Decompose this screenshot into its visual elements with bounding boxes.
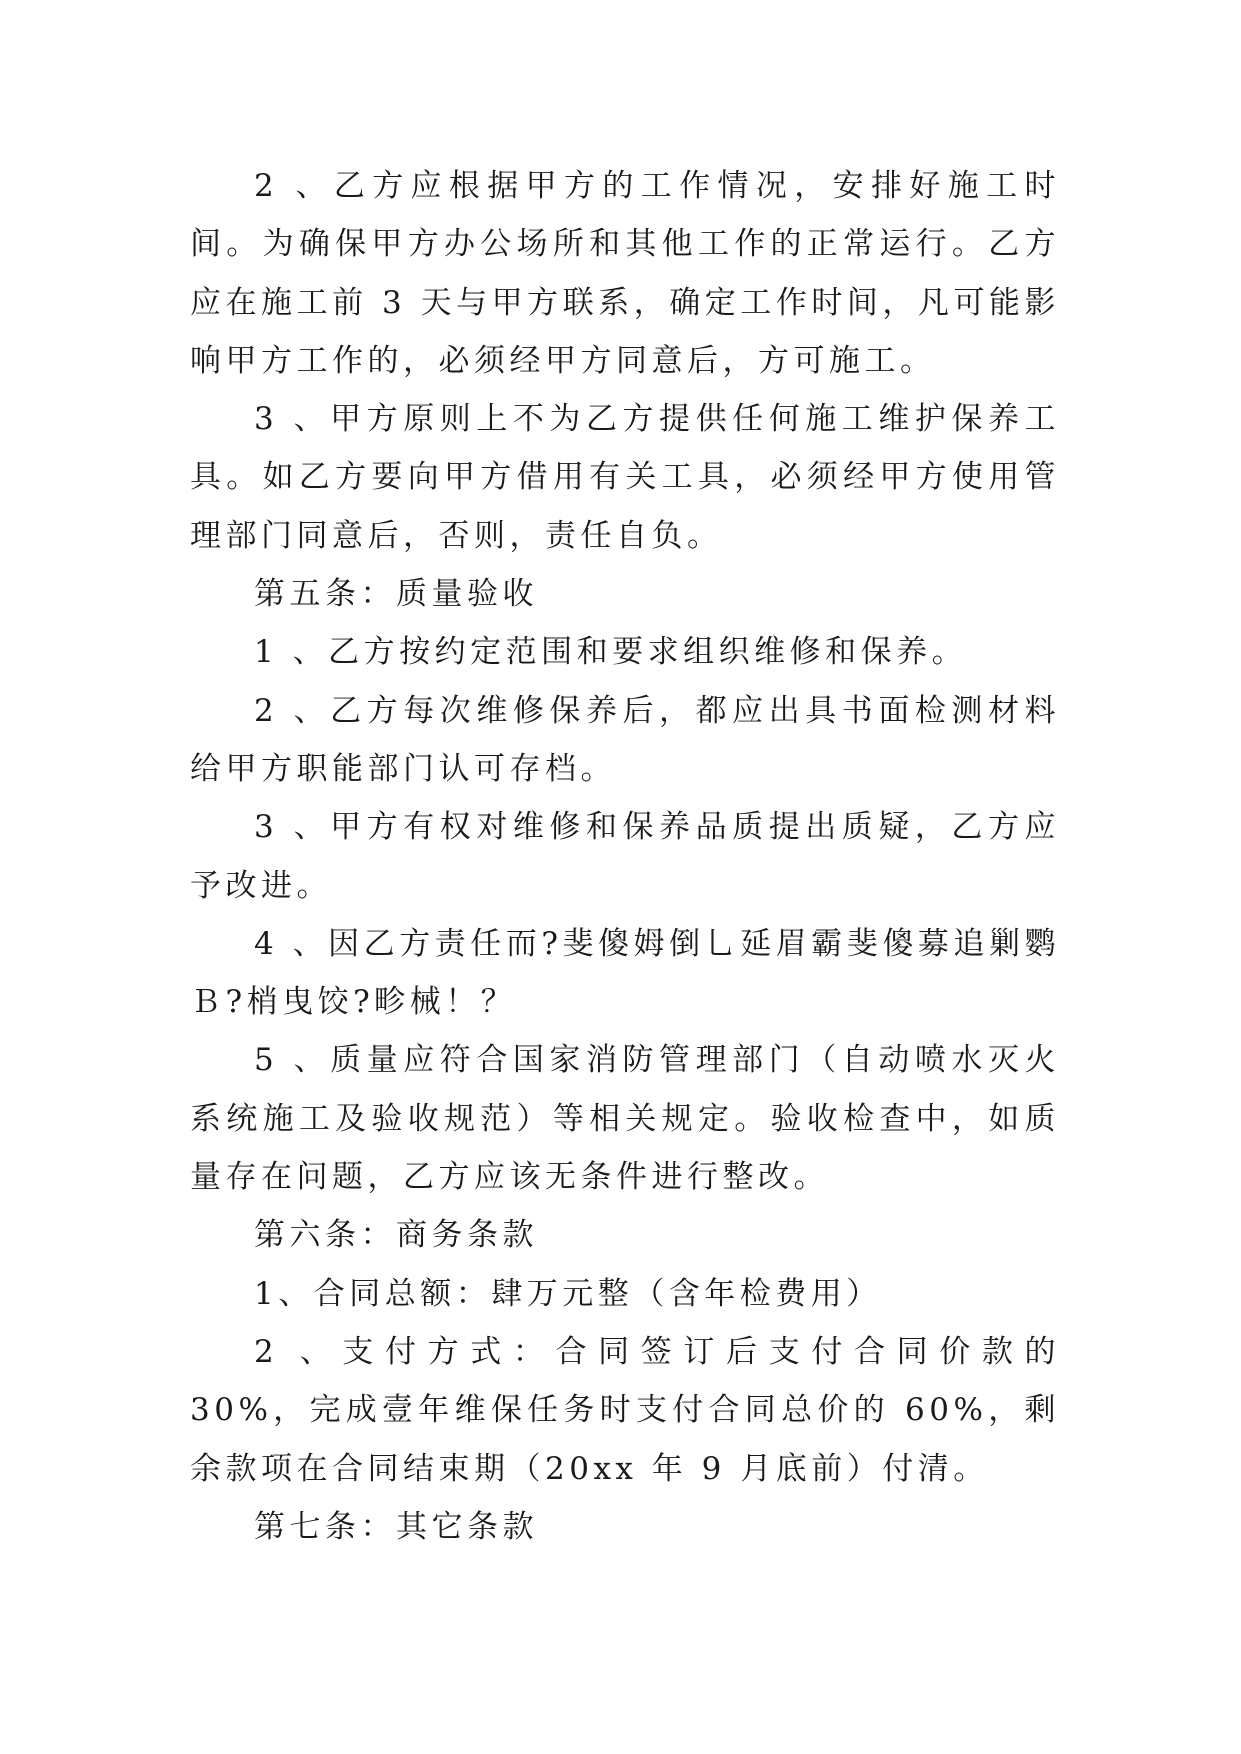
heading-article-7: 第七条：其它条款 — [254, 1508, 538, 1545]
document-body — [190, 157, 1060, 1556]
paragraph-quality-4: 4 、因乙方责任而?斐傻姆倒乚延眉霸斐傻募追剿鹦Ｂ?梢曳饺?畛械！？ — [190, 925, 1060, 1021]
paragraph-payment-method: 2 、支付方式：合同签订后支付合同价款的 30%，完成壹年维保任务时支付合同总价的 60%，剩余款项在合同结束期（20xx 年 9 月底前）付清。 — [190, 1333, 1060, 1487]
paragraph-construction-time: 2 、乙方应根据甲方的工作情况，安排好施工时间。为确保甲方办公场所和其他工作的正常运行。乙方应在施工前 3 天与甲方联系，确定工作时间，凡可能影响甲方工作的，必须经甲方同意后，方可施工。 — [190, 168, 1060, 379]
heading-article-5: 第五条：质量验收 — [254, 576, 538, 613]
paragraph-tools: 3 、甲方原则上不为乙方提供任何施工维护保养工具。如乙方要向甲方借用有关工具，必须经甲方使用管理部门同意后，否则，责任自负。 — [190, 401, 1060, 554]
heading-article-6: 第六条：商务条款 — [254, 1217, 538, 1254]
paragraph-quality-3: 3 、甲方有权对维修和保养品质提出质疑，乙方应予改进。 — [190, 809, 1060, 904]
paragraph-quality-5: 5 、质量应符合国家消防管理部门（自动喷水灭火系统施工及验收规范）等相关规定。验收检查中，如质量存在问题，乙方应该无条件进行整改。 — [190, 1042, 1060, 1196]
paragraph-contract-amount: 1、合同总额：肆万元整（含年检费用） — [254, 1275, 882, 1312]
paragraph-quality-2: 2 、乙方每次维修保养后，都应出具书面检测材料给甲方职能部门认可存档。 — [190, 692, 1060, 787]
paragraph-quality-1: 1 、乙方按约定范围和要求组织维修和保养。 — [254, 634, 968, 671]
